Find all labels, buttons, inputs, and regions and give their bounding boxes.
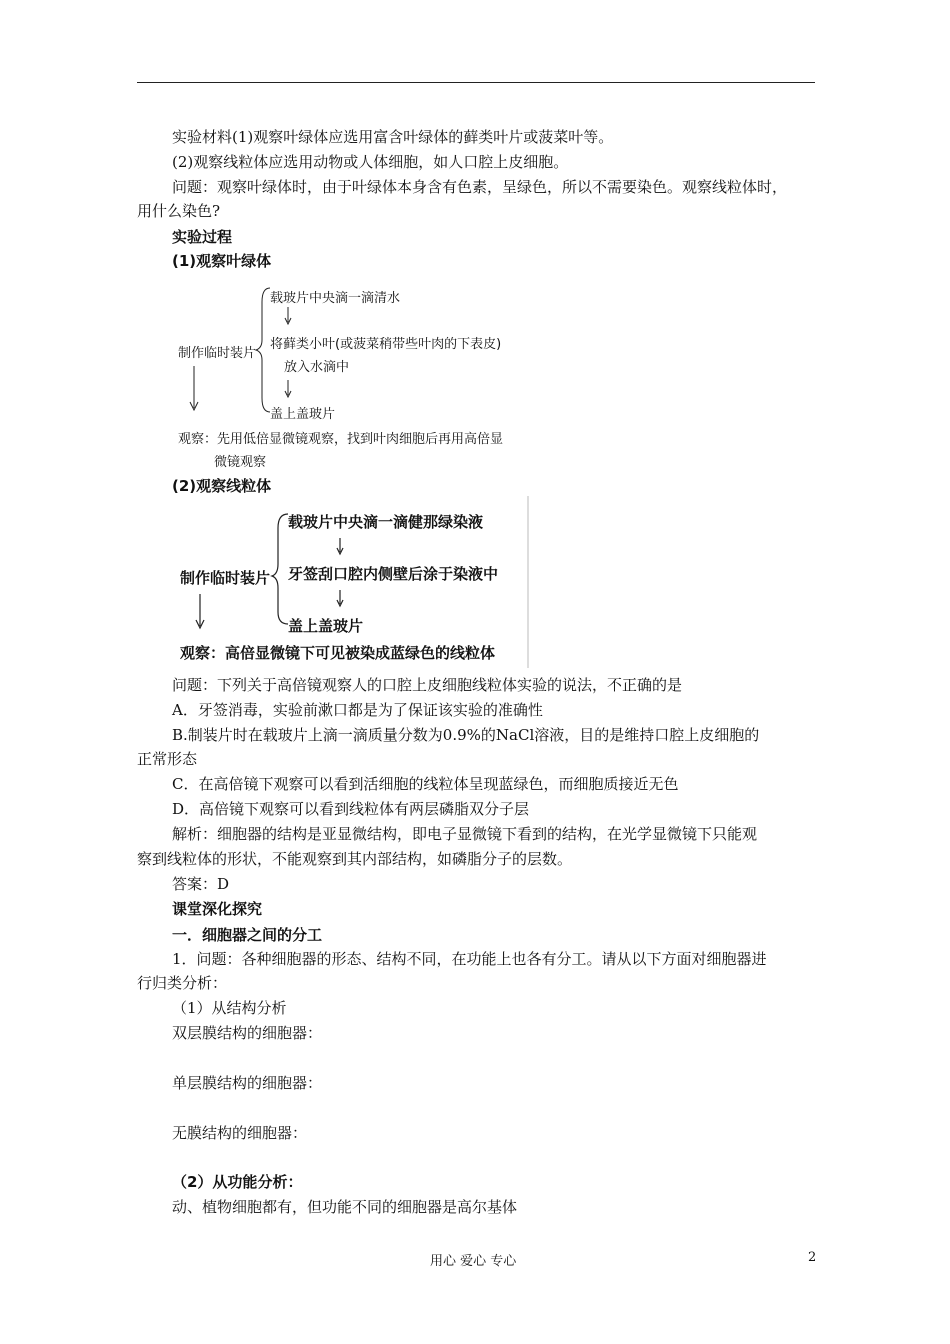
figure1-step1: 载玻片中央滴一滴清水 <box>270 291 401 306</box>
figure1-observe-cont: 微镜观察 <box>214 455 267 470</box>
no-membrane-label: 无膜结构的细胞器： <box>172 1124 308 1142</box>
mitochondria-procedure-figure <box>170 496 530 668</box>
question-stem: 问题：下列关于高倍镜观察人的口腔上皮细胞线粒体实验的说法，不正确的是 <box>172 676 683 694</box>
option-c: C．在高倍镜下观察可以看到活细胞的线粒体呈现蓝绿色，而细胞质接近无色 <box>172 775 679 793</box>
figure2-make: 制作临时装片 <box>180 569 271 587</box>
text-materials-2: (2)观察线粒体应选用动物或人体细胞，如人口腔上皮细胞。 <box>172 153 569 171</box>
heading-section-1: 一．细胞器之间的分工 <box>172 926 323 944</box>
figure1-step2a: 将藓类小叶(或菠菜稍带些叶肉的下表皮) <box>270 337 502 352</box>
text-question-cont: 用什么染色? <box>137 202 221 220</box>
double-membrane-label: 双层膜结构的细胞器： <box>172 1024 323 1042</box>
heading-mitochondria: (2)观察线粒体 <box>172 477 272 495</box>
text-question: 问题：观察叶绿体时，由于叶绿体本身含有色素，呈绿色，所以不需要染色。观察线粒体时， <box>172 178 788 196</box>
chloroplast-procedure-figure <box>170 280 550 475</box>
footer-slogan: 用心 爱心 专心 <box>430 1254 517 1269</box>
subheading-structure: （1）从结构分析 <box>172 999 287 1017</box>
paragraph-question: 1．问题：各种细胞器的形态、结构不同，在功能上也各有分工。请从以下方面对细胞器进 <box>172 950 767 968</box>
figure1-step2b: 放入水滴中 <box>284 360 350 375</box>
page-number: 2 <box>808 1250 817 1265</box>
heading-class-inquiry: 课堂深化探究 <box>172 900 263 918</box>
option-b: B.制装片时在载玻片上滴一滴质量分数为0.9%的NaCl溶液，目的是维持口腔上皮细胞的 <box>172 726 760 744</box>
heading-chloroplast: (1)观察叶绿体 <box>172 252 272 270</box>
paragraph-question-cont: 行归类分析： <box>137 974 228 992</box>
analysis: 解析：细胞器的结构是亚显微结构，即电子显微镜下看到的结构，在光学显微镜下只能观 <box>172 825 758 843</box>
option-d: D．高倍镜下观察可以看到线粒体有两层磷脂双分子层 <box>172 800 530 818</box>
option-a: A．牙签消毒，实验前漱口都是为了保证该实验的准确性 <box>172 701 543 719</box>
figure2-step3: 盖上盖玻片 <box>288 617 364 635</box>
single-membrane-label: 单层膜结构的细胞器： <box>172 1074 323 1092</box>
golgi-sentence: 动、植物细胞都有，但功能不同的细胞器是高尔基体 <box>172 1198 518 1216</box>
figure1-step3: 盖上盖玻片 <box>270 407 336 422</box>
option-b-cont: 正常形态 <box>137 750 198 768</box>
subheading-function: （2）从功能分析： <box>172 1173 303 1191</box>
analysis-cont: 察到线粒体的形状，不能观察到其内部结构，如磷脂分子的层数。 <box>137 850 573 868</box>
figure1-observe: 观察：先用低倍显微镜观察，找到叶肉细胞后再用高倍显 <box>178 432 504 447</box>
figure2-observe: 观察：高倍显微镜下可见被染成蓝绿色的线粒体 <box>180 644 496 662</box>
text-materials: 实验材料(1)观察叶绿体应选用富含叶绿体的藓类叶片或菠菜叶等。 <box>172 128 614 146</box>
figure2-step1: 载玻片中央滴一滴健那绿染液 <box>288 513 484 531</box>
figure1-make: 制作临时装片 <box>178 346 257 361</box>
heading-process: 实验过程 <box>172 228 233 246</box>
answer: 答案：D <box>172 875 230 893</box>
figure2-step2: 牙签刮口腔内侧壁后涂于染液中 <box>288 565 499 583</box>
header-rule <box>137 82 815 83</box>
